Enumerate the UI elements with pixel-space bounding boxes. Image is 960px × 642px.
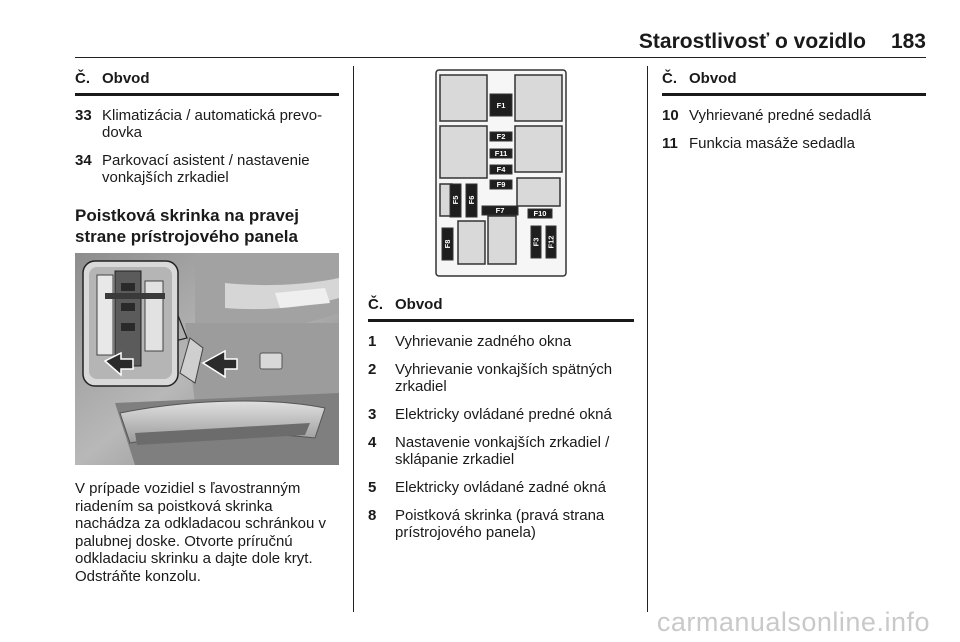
relay-block [458, 221, 485, 264]
fuse-label-f2: F2 [496, 132, 506, 141]
fuse-label-f7: F7 [495, 206, 505, 215]
row-num: 2 [368, 361, 377, 378]
fuse-label-f9: F9 [496, 180, 506, 189]
relay-block [515, 126, 562, 172]
right-table-header [662, 70, 926, 96]
row-text: Vyhrievanie zadného okna [395, 333, 572, 350]
middle-table-header [368, 296, 634, 322]
row-text: Parkovací asistent / nastavenie vonkajších zrkadiel [102, 152, 310, 186]
fusebox-diagram [432, 66, 570, 278]
relay-block [488, 216, 516, 264]
header-rule [75, 57, 926, 58]
column-divider-left [353, 66, 354, 612]
header-num: Č. [75, 70, 90, 87]
fuse-label-f1: F1 [496, 101, 506, 110]
row-num: 10 [662, 107, 679, 124]
table-row [662, 107, 926, 124]
fuse-label-f12: F12 [546, 235, 556, 249]
row-num: 5 [368, 479, 377, 496]
left-column [75, 70, 339, 247]
row-num: 3 [368, 406, 377, 423]
fuse-label-f5: F5 [451, 195, 460, 205]
row-text: Vyhrievané predné sedadlá [689, 107, 872, 124]
row-num: 34 [75, 152, 92, 169]
row-text: Vyhrievanie vonkajších spätných zrkadiel [395, 361, 613, 395]
section-heading: Poistková skrinka na pravej strane prístrojového panela [75, 206, 299, 246]
header-num: Č. [662, 70, 677, 87]
right-column [662, 70, 926, 152]
fuse-label-f6: F6 [467, 195, 476, 205]
table-row [75, 107, 339, 141]
table-row [368, 507, 634, 541]
watermark: carmanualsonline.info [656, 607, 930, 637]
fuse-label-f10: F10 [533, 209, 547, 218]
table-row [368, 406, 634, 423]
row-num: 11 [662, 135, 678, 152]
row-text: Elektricky ovládané zadné okná [395, 479, 606, 496]
header-num: Č. [368, 296, 383, 313]
middle-column [368, 296, 634, 541]
table-row [368, 361, 634, 395]
fuse-label-f4: F4 [496, 165, 506, 174]
row-num: 1 [368, 333, 377, 350]
header-label: Obvod [395, 296, 443, 313]
left-table-header [75, 70, 339, 96]
fuse-label-f3: F3 [531, 237, 541, 247]
row-num: 33 [75, 107, 92, 124]
relay-block [515, 75, 562, 121]
row-text: Nastavenie vonkajších zrkadiel / sklápanie zrkadiel [395, 434, 610, 468]
fuse-label-f8: F8 [443, 239, 452, 249]
header-label: Obvod [102, 70, 150, 87]
table-row [662, 135, 926, 152]
glovebox-fusebox-photo [75, 253, 339, 465]
relay-block [440, 126, 487, 178]
relay-block [440, 75, 487, 121]
table-row [368, 434, 634, 468]
relay-block [517, 178, 560, 206]
column-divider-right [647, 66, 648, 612]
table-row [368, 479, 634, 496]
row-text: Funkcia masáže sedadla [689, 135, 855, 152]
running-header-title: Starostlivosť o vozidlo [638, 30, 866, 53]
row-text: Elektricky ovládané predné okná [395, 406, 612, 423]
page-number: 183 [890, 30, 926, 53]
header-label: Obvod [689, 70, 737, 87]
row-num: 8 [368, 507, 377, 524]
row-num: 4 [368, 434, 377, 451]
table-row [368, 333, 634, 350]
table-row [75, 152, 339, 186]
fuse-label-f11: F11 [494, 149, 508, 158]
instruction-paragraph: V prípade vozidiel s ľavostranným riadením sa poistková skrinka nachádza za odkladacou schránkou v palubnej doske. Otvorte príručnú odkladaciu skrinku a dajte dole kryt. Odstráňte konzolu. [75, 480, 327, 585]
row-text: Klimatizácia / automatická prevodovka [102, 107, 323, 141]
row-text: Poistková skrinka (pravá strana prístrojového panela) [395, 507, 605, 541]
